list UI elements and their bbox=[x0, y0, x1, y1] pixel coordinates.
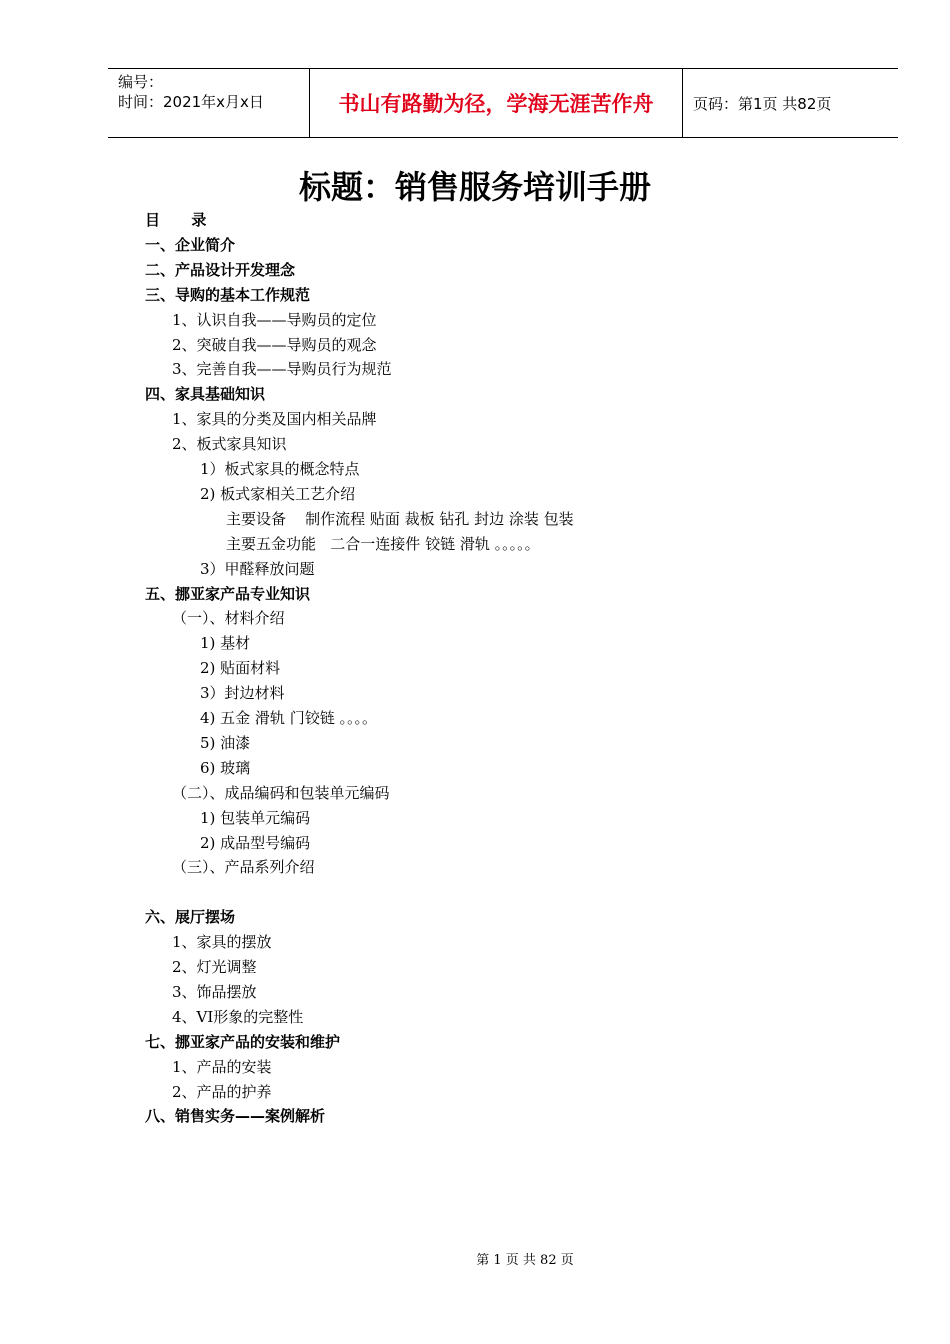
document-number-label: 编号： bbox=[118, 73, 164, 91]
toc-section-heading: 四、家具基础知识 bbox=[145, 385, 266, 403]
toc-item: 3、饰品摆放 bbox=[172, 983, 257, 1001]
toc-item: 1、产品的安装 bbox=[172, 1058, 272, 1076]
toc-item: （二）、成品编码和包装单元编码 bbox=[172, 784, 390, 802]
toc-section-heading: 三、导购的基本工作规范 bbox=[145, 286, 311, 304]
toc-item: 4、VI形象的完整性 bbox=[172, 1008, 304, 1026]
toc-section-heading: 一、企业简介 bbox=[145, 236, 236, 254]
toc-section-heading: 七、挪亚家产品的安装和维护 bbox=[145, 1033, 341, 1051]
toc-section-heading: 目 录 bbox=[145, 211, 207, 229]
toc-item: 1) 包装单元编码 bbox=[200, 809, 311, 827]
toc-item: 2) 成品型号编码 bbox=[200, 834, 311, 852]
toc-section-heading: 八、销售实务——案例解析 bbox=[145, 1107, 326, 1125]
toc-item: 3、完善自我——导购员行为规范 bbox=[172, 360, 392, 378]
toc-item: 1、认识自我——导购员的定位 bbox=[172, 311, 377, 329]
toc-section-heading: 五、挪亚家产品专业知识 bbox=[145, 585, 311, 603]
toc-item: （三）、产品系列介绍 bbox=[172, 858, 315, 876]
document-time-label: 时间：2021年x月x日 bbox=[118, 93, 264, 111]
toc-item: 2、突破自我——导购员的观念 bbox=[172, 336, 377, 354]
toc-item: 1) 基材 bbox=[200, 634, 251, 652]
document-title: 标题：销售服务培训手册 bbox=[298, 168, 651, 206]
toc-section-heading: 六、展厅摆场 bbox=[145, 908, 236, 926]
toc-item: 6) 玻璃 bbox=[200, 759, 251, 777]
toc-item: 3）甲醛释放问题 bbox=[200, 560, 315, 578]
toc-section-heading: 二、产品设计开发理念 bbox=[145, 261, 296, 279]
header-page-info: 页码：第1页 共82页 bbox=[693, 94, 832, 113]
page-footer: 第 1 页 共 82 页 bbox=[476, 1253, 574, 1268]
toc-item: 2、产品的护养 bbox=[172, 1083, 272, 1101]
toc-item: 2) 板式家相关工艺介绍 bbox=[200, 485, 356, 503]
toc-item: 1、家具的分类及国内相关品牌 bbox=[172, 410, 377, 428]
toc-item: （一）、材料介绍 bbox=[172, 609, 285, 627]
toc-item: 3）封边材料 bbox=[200, 684, 285, 702]
header-motto: 书山有路勤为径，学海无涯苦作舟 bbox=[309, 69, 683, 137]
header-meta bbox=[118, 72, 264, 112]
page-header bbox=[108, 68, 898, 138]
toc-item: 主要五金功能 二合一连接件 铰链 滑轨 。。。。。 bbox=[226, 535, 540, 553]
toc-item: 1、家具的摆放 bbox=[172, 933, 272, 951]
toc-item: 4) 五金 滑轨 门铰链 。。。。 bbox=[200, 709, 377, 727]
toc-item: 2) 贴面材料 bbox=[200, 659, 281, 677]
toc-item: 5) 油漆 bbox=[200, 734, 251, 752]
toc-item: 2、板式家具知识 bbox=[172, 435, 287, 453]
toc-item: 2、灯光调整 bbox=[172, 958, 257, 976]
toc-item: 1）板式家具的概念特点 bbox=[200, 460, 360, 478]
toc-item: 主要设备 制作流程 贴面 裁板 钻孔 封边 涂装 包装 bbox=[226, 510, 574, 528]
